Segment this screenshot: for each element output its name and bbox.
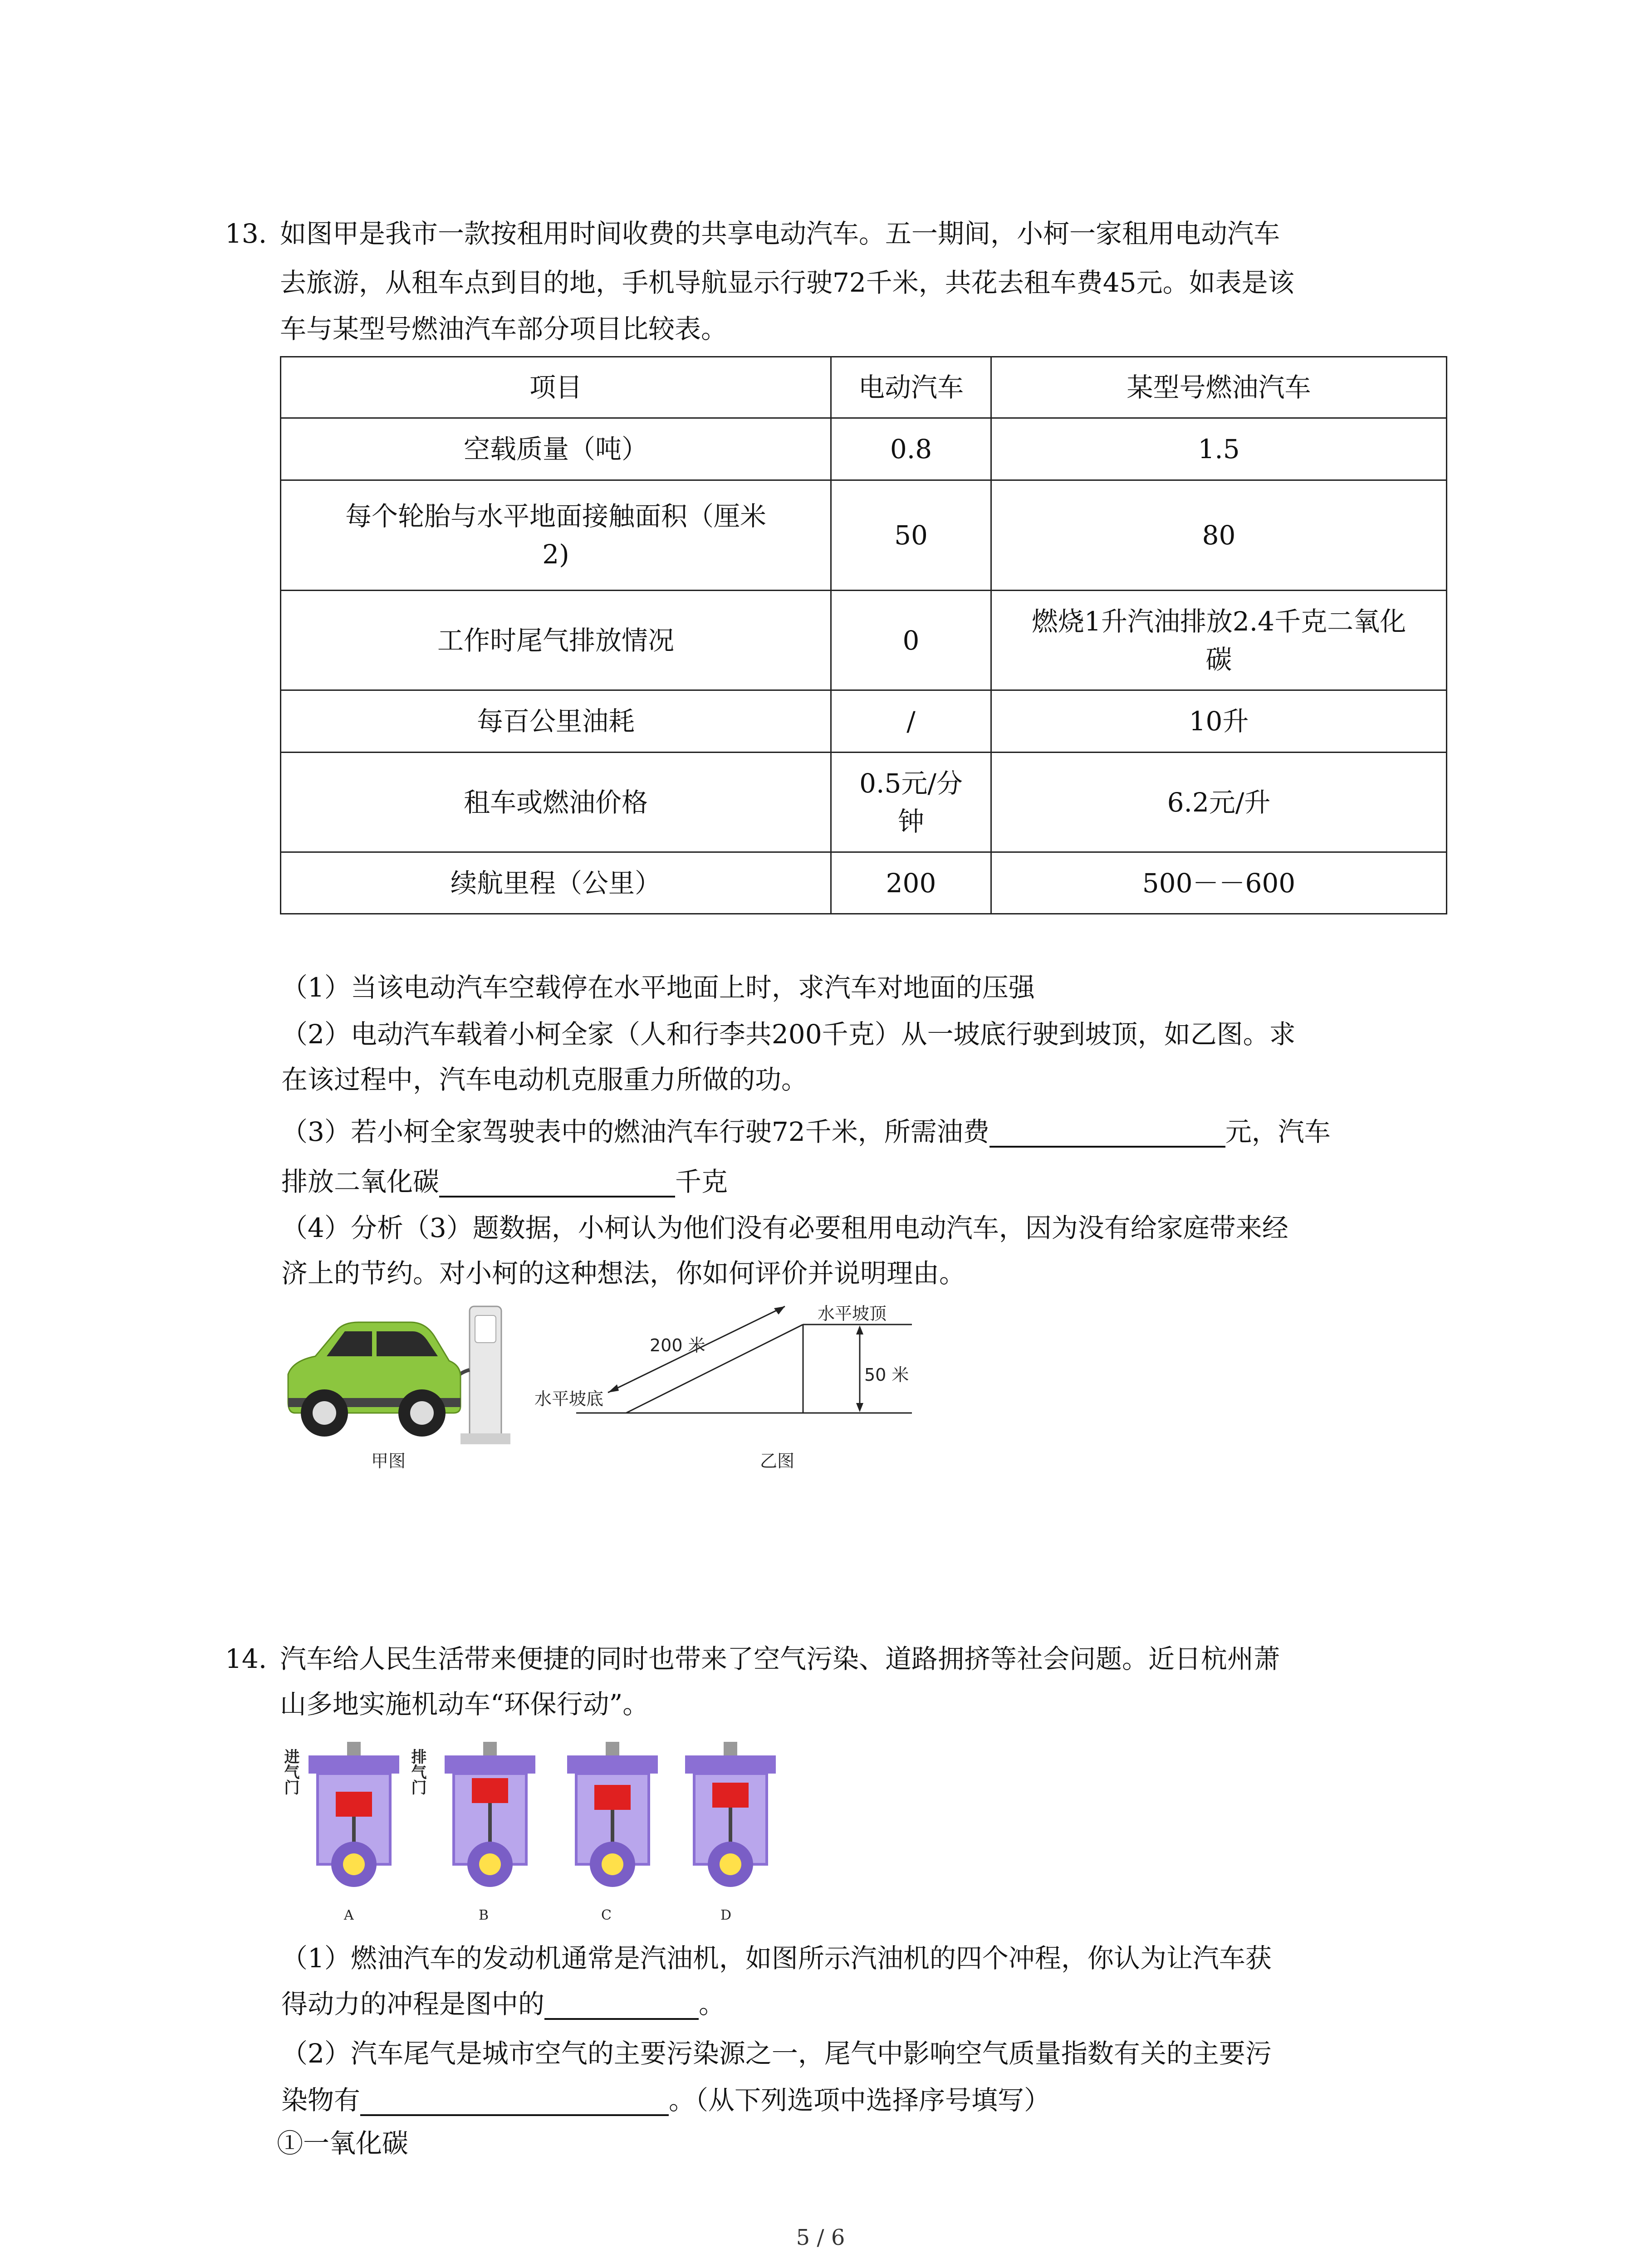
q13-sub1: （1）当该电动汽车空载停在水平地面上时，求汽车对地面的压强 — [281, 972, 1035, 1003]
q13-intro-line-2: 去旅游，从租车点到目的地，手机导航显示行驶72千米，共花去租车费45元。如表是该 — [280, 267, 1294, 298]
slope-bottom-label: 水平坡底 — [534, 1389, 604, 1409]
q14-sub2-line-2 — [281, 2084, 1050, 2116]
fig-yi-caption: 乙图 — [760, 1451, 795, 1471]
cell-ev: / — [831, 690, 991, 753]
table-header-row — [281, 357, 1447, 418]
q13-number: 13. — [225, 218, 267, 249]
fig-jia-caption: 甲图 — [371, 1451, 406, 1471]
cell-fuel: 燃烧1升汽油排放2.4千克二氧化 碳 — [991, 591, 1447, 690]
q13-sub2-line-2: 在该过程中，汽车电动机克服重力所做的功。 — [281, 1064, 808, 1095]
q14-sub2-text-b: 染物有 — [281, 2085, 361, 2116]
engine-stroke-d-diagram — [676, 1742, 785, 1905]
q14-intro-line-2: 山多地实施机动车“环保行动”。 — [280, 1689, 649, 1720]
pollutant-blank[interactable] — [360, 2086, 669, 2116]
cell-ev: 0.8 — [831, 418, 991, 480]
cell-item: 租车或燃油价格 — [281, 753, 831, 852]
q14-sub1-text-b: 得动力的冲程是图中的 — [281, 1989, 545, 2019]
cell-item: 工作时尾气排放情况 — [281, 591, 831, 690]
table-row — [281, 852, 1447, 914]
q14-option-1: ①一氧化碳 — [277, 2128, 409, 2159]
slope-height-label: 50 米 — [864, 1365, 909, 1385]
cell-item: 续航里程（公里） — [281, 852, 831, 914]
stroke-label-a: A — [344, 1907, 354, 1923]
cell-ev: 0 — [831, 591, 991, 690]
fuel-cost-blank[interactable] — [989, 1118, 1225, 1148]
q14-sub1-line-2 — [281, 1988, 725, 2020]
comparison-table — [280, 356, 1447, 914]
q13-sub3-line-1 — [281, 1116, 1331, 1148]
q14-number: 14. — [225, 1643, 267, 1674]
stroke-label-b: B — [479, 1907, 489, 1923]
table-row — [281, 591, 1447, 690]
q13-sub2-line-1: （2）电动汽车载着小柯全家（人和行李共200千克）从一坡底行驶到坡顶，如乙图。求 — [281, 1019, 1296, 1050]
q14-sub2-line-1: （2）汽车尾气是城市空气的主要污染源之一，尾气中影响空气质量指数有关的主要污 — [281, 2038, 1272, 2069]
exhaust-valve-label: 排气门 — [408, 1749, 426, 1795]
engine-stroke-a-diagram — [299, 1742, 408, 1905]
q13-sub3-line-2 — [281, 1166, 728, 1198]
table-row — [281, 418, 1447, 480]
cell-fuel: 500－－600 — [991, 852, 1447, 914]
stroke-label-d: D — [720, 1907, 732, 1923]
electric-car-illustration — [279, 1297, 533, 1452]
q13-intro-line-3: 车与某型号燃油汽车部分项目比较表。 — [280, 313, 728, 344]
q13-sub4-line-2: 济上的节约。对小柯的这种想法，你如何评价并说明理由。 — [281, 1258, 966, 1289]
q13-sub3-text-d: 千克 — [675, 1166, 728, 1197]
q13-sub3-text-b: 元，汽车 — [1225, 1116, 1331, 1147]
engine-stroke-c-diagram — [558, 1742, 667, 1905]
cell-fuel: 10升 — [991, 690, 1447, 753]
table-row — [281, 753, 1447, 852]
cell-fuel: 80 — [991, 480, 1447, 591]
page-number: 5 / 6 — [796, 2225, 845, 2250]
co2-blank[interactable] — [439, 1168, 675, 1198]
cell-fuel: 1.5 — [991, 418, 1447, 480]
cell-item: 每百公里油耗 — [281, 690, 831, 753]
table-header-item: 项目 — [281, 357, 831, 418]
cell-fuel: 6.2元/升 — [991, 753, 1447, 852]
slope-top-label: 水平坡顶 — [818, 1304, 887, 1324]
cell-item: 空载质量（吨） — [281, 418, 831, 480]
table-row — [281, 690, 1447, 753]
cell-ev: 0.5元/分 钟 — [831, 753, 991, 852]
q14-sub1-text-c: 。 — [699, 1989, 725, 2019]
q13-sub4-line-1: （4）分析（3）题数据，小柯认为他们没有必要租用电动汽车，因为没有给家庭带来经 — [281, 1212, 1288, 1243]
q14-sub2-text-c: 。（从下列选项中选择序号填写） — [669, 2085, 1051, 2116]
table-row — [281, 480, 1447, 591]
cell-ev: 200 — [831, 852, 991, 914]
engine-stroke-b-diagram — [436, 1742, 544, 1905]
q14-intro-line-1: 汽车给人民生活带来便捷的同时也带来了空气污染、道路拥挤等社会问题。近日杭州萧 — [280, 1643, 1280, 1674]
cell-ev: 50 — [831, 480, 991, 591]
q14-sub1-line-1: （1）燃油汽车的发动机通常是汽油机，如图所示汽油机的四个冲程，你认为让汽车获 — [281, 1943, 1272, 1974]
slope-length-label: 200 米 — [650, 1335, 705, 1355]
intake-valve-label: 进气门 — [281, 1749, 299, 1795]
stroke-label-c: C — [601, 1907, 612, 1923]
cell-item: 每个轮胎与水平地面接触面积（厘米 2) — [281, 480, 831, 591]
q13-intro-line-1: 如图甲是我市一款按租用时间收费的共享电动汽车。五一期间，小柯一家租用电动汽车 — [280, 218, 1280, 249]
table-header-fuel: 某型号燃油汽车 — [991, 357, 1447, 418]
table-header-ev: 电动汽车 — [831, 357, 991, 418]
q13-sub3-text-a: （3）若小柯全家驾驶表中的燃油汽车行驶72千米，所需油费 — [281, 1116, 989, 1147]
q13-sub3-text-c: 排放二氧化碳 — [281, 1166, 440, 1197]
power-stroke-blank[interactable] — [544, 1990, 699, 2020]
